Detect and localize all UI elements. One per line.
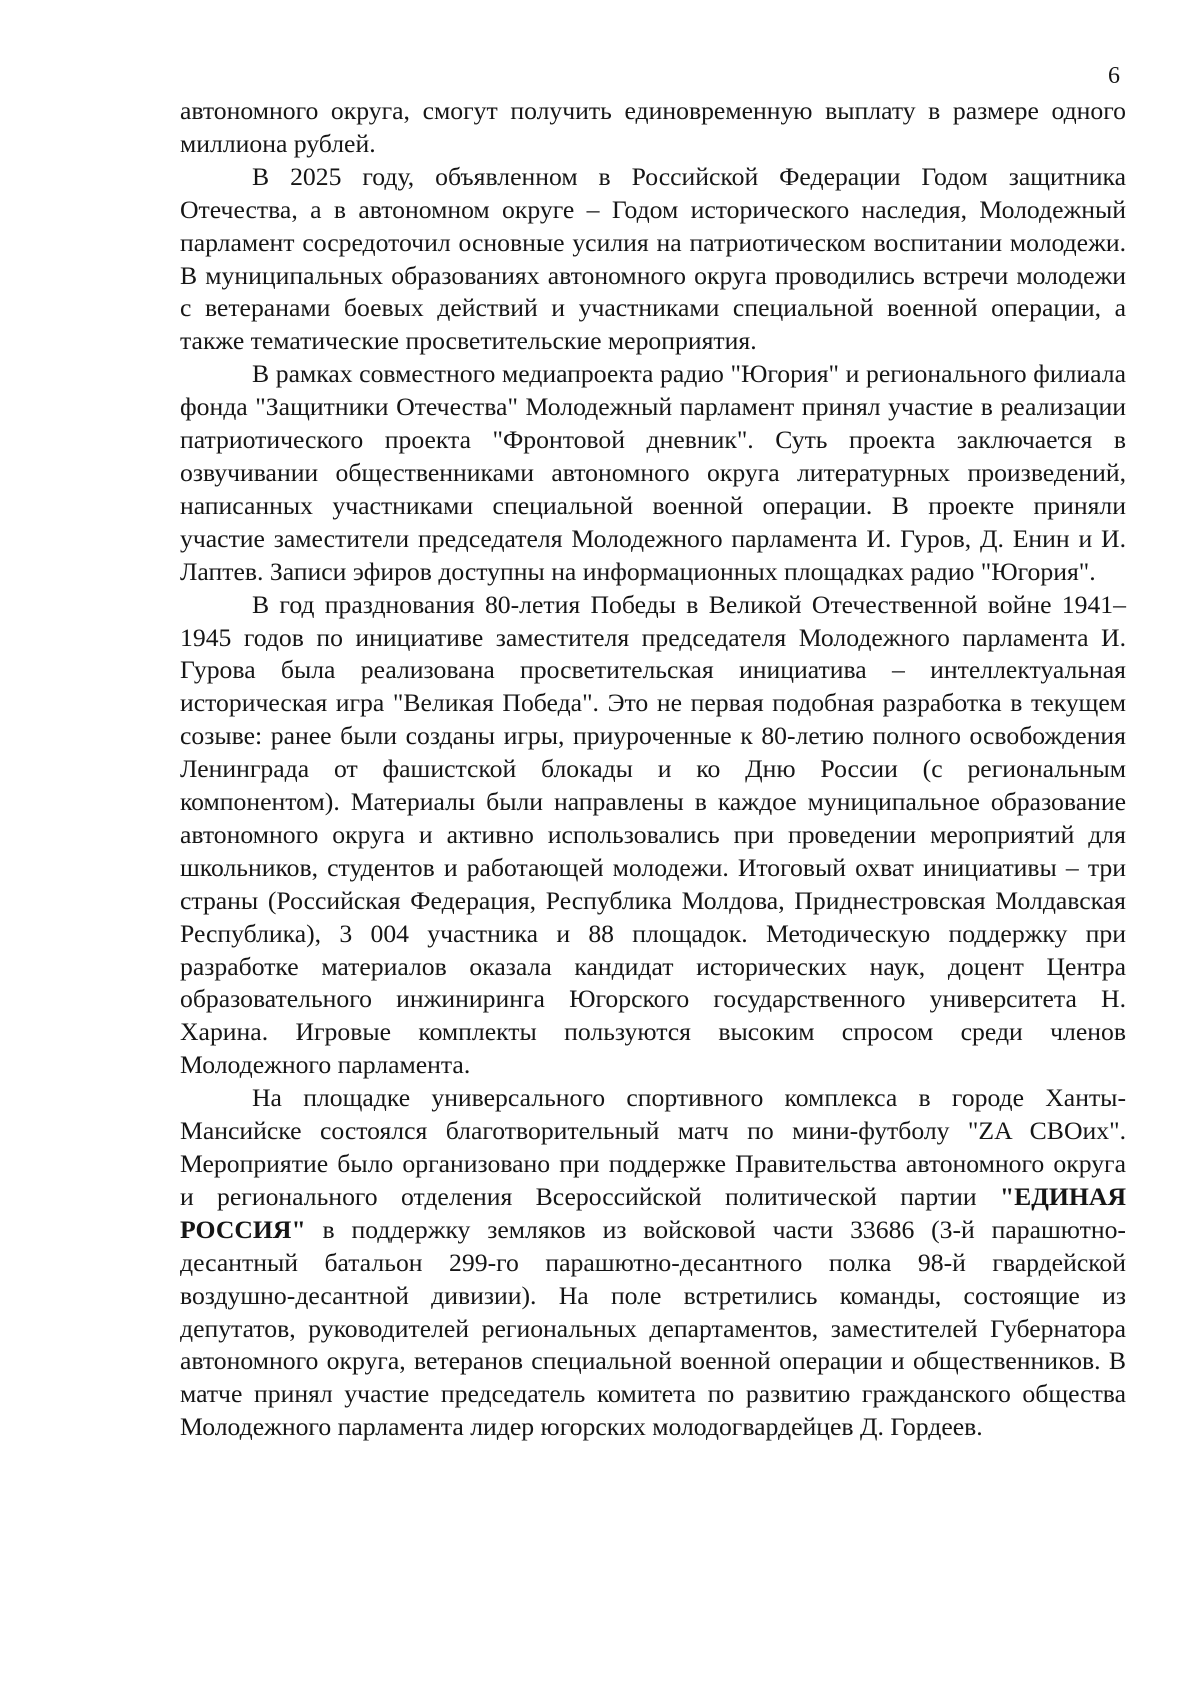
paragraph-text: В год празднования 80-летия Победы в Великой Отечественной войне 1941–1945 годов по инициативе заместителя председателя Молодежного парламента И. Гурова была реализована просветительская инициатива – интеллектуальная историческая игра "Великая Победа". Это не первая подобная разработка в текущем созыве: ранее были созданы игры, приуроченные к 80-летию полного освобождения Ленинграда от фашистской блокады и ко Дню России (с региональным компонентом). Материалы были направлены в каждое муниципальное образование автономного округа и активно использовались при проведении мероприятий для школьников, студентов и работающей молодежи. Итоговый охват инициативы – три страны (Российская Федерация, Республика Молдова, Приднестровская Молдавская Республика), 3 004 участника и 88 площадок. Методическую поддержку при разработке материалов оказала кандидат исторических наук, доцент Центра образовательного инжиниринга Югорского государственного университета Н. Харина. Игровые комплекты пользуются высоким спросом среди членов Молодежного парламента. [180, 589, 1126, 1080]
paragraph-text: автономного округа, смогут получить единовременную выплату в размере одного миллиона рублей. [180, 96, 1126, 158]
paragraph-year-of-defender [180, 161, 1126, 358]
paragraph-continuation [180, 95, 1126, 161]
paragraph-text: В 2025 году, объявленном в Российской Федерации Годом защитника Отечества, а в автономном округе – Годом исторического наследия, Молодежный парламент сосредоточил основные усилия на патриотическом воспитании молодежи. В муниципальных образованиях автономного округа проводились встречи молодежи с ветеранами боевых действий и участниками специальной военной операции, а также тематические просветительские мероприятия. [180, 161, 1126, 356]
page-number: 6 [1108, 63, 1120, 89]
paragraph-text: На площадке универсального спортивного комплекса в городе Ханты-Мансийске состоялся благотворительный матч по мини-футболу "ZA СВОих". Мероприятие было организовано при поддержке Правительства автономного округа и регионального отделения Всероссийской политической партии [180, 1083, 1126, 1211]
document-body [180, 95, 1126, 1444]
party-name-bold: "ЕДИНАЯ РОССИЯ" [180, 1181, 1126, 1244]
paragraph-charity-match [180, 1082, 1126, 1444]
paragraph-text: в поддержку земляков из войсковой части 33686 (3-й парашютно-десантный батальон 299-го парашютно-десантного полка 98-й гвардейской воздушно-десантной дивизии). На поле встретились команды, состоящие из депутатов, руководителей региональных департаментов, заместителей Губернатора автономного округа, ветеранов специальной военной операции и общественников. В матче принял участие председатель комитета по развитию гражданского общества Молодежного парламента лидер югорских молодогвардейцев Д. Гордеев. [180, 1214, 1126, 1442]
paragraph-great-victory-game [180, 589, 1126, 1083]
paragraph-front-diary-project [180, 358, 1126, 588]
paragraph-text: В рамках совместного медиапроекта радио "Югория" и регионального филиала фонда "Защитники Отечества" Молодежный парламент принял участие в реализации патриотического проекта "Фронтовой дневник". Суть проекта заключается в озвучивании общественниками автономного округа литературных произведений, написанных участниками специальной военной операции. В проекте приняли участие заместители председателя Молодежного парламента И. Гуров, Д. Енин и И. Лаптев. Записи эфиров доступны на информационных площадках радио "Югория". [180, 359, 1126, 586]
